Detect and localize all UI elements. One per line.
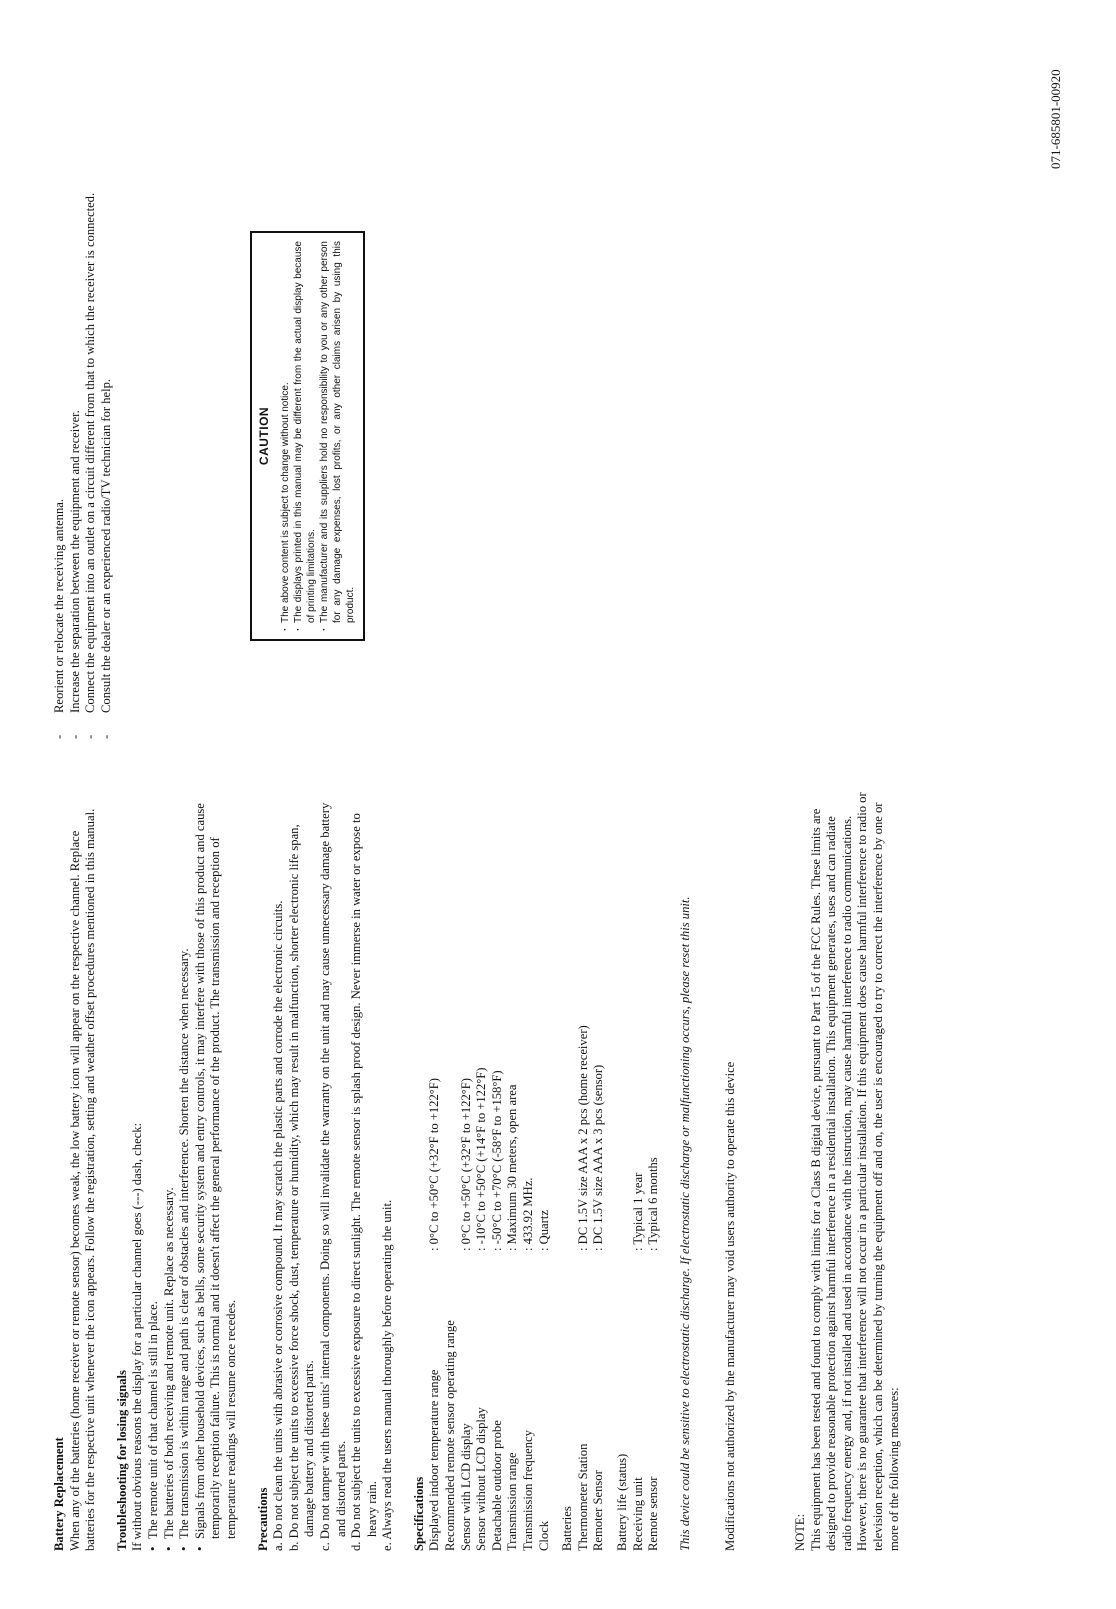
battery-section: [52, 791, 99, 1551]
battery-heading: Battery Replacement: [52, 1437, 66, 1551]
specifications-section: [412, 791, 662, 1551]
troubleshooting-heading: Troubleshooting for losing signals: [114, 1370, 129, 1551]
spec-value: : 0°C to +50°C (+32°F to +122°F): [427, 1077, 442, 1251]
document-number: 071-685801-00920: [1048, 69, 1063, 169]
fcc-note-text: This equipment has been tested and found to comply with limits for a Class B digital device, pursuant to Part 15 of the FCC Rules. These limits are designed to provide reasonable protection against harmful interference in a residential installation. This equipment generates, uses and can radiate radio frequency energy and, if not installed and used in accordance with the instruction, may cause harmful interference to radio communications. However, there is no guarantee that interference will not occur in a particular installation. If this equipment does cause harmful interference to radio or television reception, which can be determined by turning the equipment off and on, the user is encouraged to try to correct the interference by one or more of the following measures:: [808, 792, 901, 1551]
precaution-item: a. Do not clean the units with abrasive or corrosive compound. It may scratch the plastic parts and corrode the electronic circuits.: [271, 900, 286, 1551]
measure-item: - Reorient or relocate the receiving antenna.: [52, 39, 68, 739]
fcc-note-section: [793, 791, 902, 1551]
spec-label: Transmission range: [505, 1452, 520, 1551]
precautions-heading: Precautions: [255, 1487, 270, 1551]
caution-item: · The displays printed in this manual may be different from the actual display because of printing limitations.: [292, 241, 318, 631]
spec-label: Sensor with LCD display: [458, 1423, 473, 1551]
spec-label: Remote sensor: [646, 1476, 661, 1551]
measure-item: - Consult the dealer or an experienced radio/TV technician for help.: [99, 39, 115, 739]
troubleshooting-intro: If without obvious reasons the display for a particular channel goes (---) dash, check:: [130, 1122, 145, 1551]
spec-row: [646, 791, 662, 1551]
precaution-item: b. Do not subject the units to excessive force shock, dust, temperature or humidity, which may result in malfunction, shorter electronic life span, damage battery and distorted parts.: [286, 824, 317, 1551]
spec-row: [537, 791, 553, 1551]
specs-group-batteries: [560, 791, 607, 1551]
spec-label: Receiving unit: [630, 1477, 645, 1551]
spec-row: [427, 791, 443, 1551]
spec-row: [443, 791, 459, 1551]
battery-text: When any of the batteries (home receiver or remote sensor) becomes weak, the low battery icon will appear on the respective channel. Replace batteries for the respective unit whenever the icon appears. Follow the registration, setting and weather offset procedures mentioned in this manual.: [67, 808, 98, 1551]
left-column: [52, 791, 902, 1551]
interference-measures-list: [52, 39, 114, 739]
spec-value: : 0°C to +50°C (+32°F to +122°F): [458, 1077, 473, 1251]
spec-value: : Maximum 30 meters, open area: [505, 1084, 520, 1251]
spec-row: [490, 791, 506, 1551]
precaution-item: d. Do not subject the units to excessive exposure to direct sunlight. The remote sensor is splash proof design. Never immerse in water or expose to heavy rain.: [349, 813, 379, 1551]
spec-row: [631, 791, 647, 1551]
spec-row: [591, 791, 607, 1551]
spec-label: Batteries: [560, 1506, 575, 1551]
modifications-note: Modifications not authorized by the manufacturer may void users authority to operate this device: [723, 1061, 738, 1551]
spec-value: : -50°C to +70°C (-58°F to +158°F): [489, 1070, 504, 1251]
spec-label: Recommended remote sensor operating range: [443, 1320, 458, 1551]
spec-value: [443, 791, 459, 1251]
spec-label: Transmission frequency: [521, 1430, 536, 1551]
spec-row: [505, 791, 521, 1551]
troubleshooting-list: [146, 791, 240, 1551]
esd-note: This device could be sensitive to electrostatic discharge. If electrostatic discharge or malfunctioning occurs, please reset this unit.: [677, 896, 692, 1551]
spec-row: [576, 791, 592, 1551]
precaution-item: c. Do not tamper with these units' internal components. Doing so will invalidate the warranty on the unit and may cause unnecessary damage battery and distorted parts.: [317, 802, 348, 1551]
spec-value: : DC 1.5V size AAA x 2 pcs (home receiver): [575, 1025, 590, 1251]
precaution-item: e. Always read the users manual thoroughly before operating the unit.: [380, 1199, 395, 1551]
troubleshooting-section: [115, 791, 240, 1551]
specs-group-temperature: [427, 791, 552, 1551]
troubleshooting-item: • The remote unit of that channel is still in place.: [146, 791, 162, 1551]
spec-label: Detachable outdoor probe: [489, 1420, 504, 1551]
caution-item: · The above content is subject to change without notice.: [279, 241, 292, 631]
spec-row: [521, 791, 537, 1551]
measure-item: - Connect the equipment into an outlet on a circuit different from that to which the receiver is connected.: [83, 39, 99, 739]
spec-label: Battery life (status): [615, 1453, 629, 1551]
specs-group-battery-life: [615, 791, 662, 1551]
spec-label: Sensor without LCD display: [474, 1407, 489, 1551]
spec-value: [615, 791, 631, 1251]
troubleshooting-item: • The batteries of both receiving and remote unit. Replace as necessary.: [162, 791, 178, 1551]
spec-row: [474, 791, 490, 1551]
spec-label: Thermometer Station: [575, 1443, 590, 1551]
troubleshooting-item: • The transmission is within range and path is clear of obstacles and interference. Shorten the distance when necessary.: [177, 791, 193, 1551]
spec-value: : Typical 1 year: [630, 1172, 645, 1251]
spec-label: Clock: [536, 1520, 551, 1551]
spec-value: : Typical 6 months: [646, 1157, 661, 1251]
caution-list: [279, 241, 357, 631]
caution-item: · The manufacturer and its suppliers hold no responsibility to you or any other person for any damage expenses, lost profits, or any other claims arisen by using this product.: [318, 241, 357, 631]
spec-value: : 433.92 MHz.: [521, 1177, 536, 1251]
spec-row: [615, 791, 631, 1551]
caution-box: [250, 231, 365, 641]
fcc-note-heading: NOTE:: [792, 1513, 807, 1551]
caution-title: CAUTION: [257, 406, 271, 466]
spec-label: Displayed indoor temperature range: [427, 1369, 442, 1551]
troubleshooting-item: • Signals from other household devices, such as bells, some security system and entry controls, it may interfere with those of this product and cause temporarily reception failure. This is normal and it doesn't affect the general performance of the product. The transmission and reception of temperature readings will resume once recedes.: [193, 791, 240, 1551]
precautions-section: [256, 791, 396, 1551]
spec-label: Remoter Sensor: [591, 1470, 606, 1551]
measure-item: - Increase the separation between the equipment and receiver.: [68, 39, 84, 739]
specifications-heading: Specifications: [411, 1476, 426, 1551]
spec-row: [459, 791, 475, 1551]
spec-value: : Quartz: [536, 1210, 551, 1251]
right-column: [52, 39, 114, 739]
spec-value: [560, 791, 576, 1251]
spec-row: [560, 791, 576, 1551]
spec-value: : -10°C to +50°C (+14°F to +122°F): [474, 1067, 489, 1251]
spec-value: : DC 1.5V size AAA x 3 pcs (sensor): [591, 1064, 606, 1251]
